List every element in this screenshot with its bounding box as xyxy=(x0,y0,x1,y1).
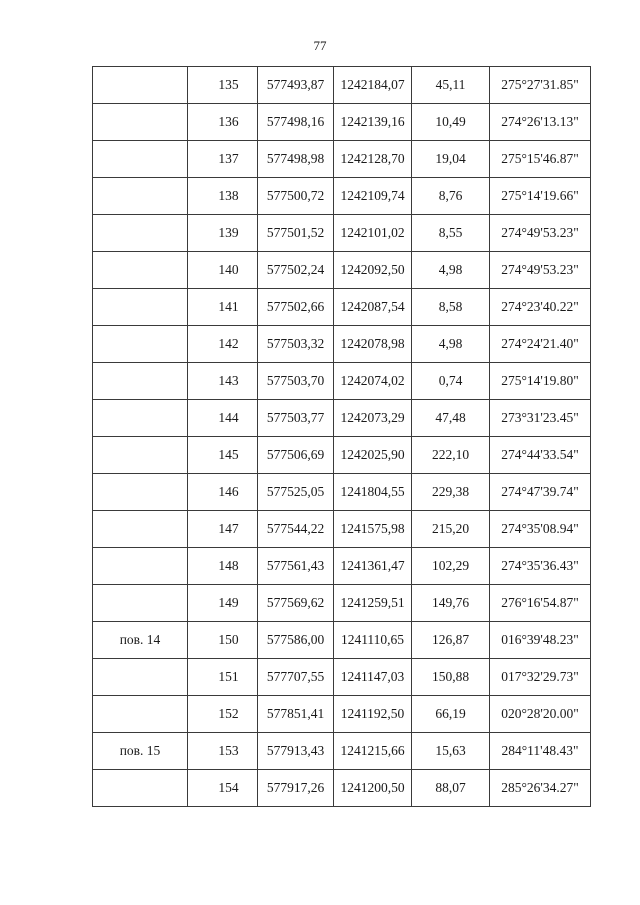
distance-cell-text: 150,88 xyxy=(431,669,470,684)
x-coordinate-cell-text: 577561,43 xyxy=(266,558,325,573)
point-number-cell xyxy=(188,659,258,696)
direction-angle-cell-text: 274°35'08.94" xyxy=(501,521,579,536)
distance-cell xyxy=(412,363,490,400)
direction-angle-cell xyxy=(490,326,591,363)
distance-cell xyxy=(412,770,490,807)
y-coordinate-cell xyxy=(334,178,412,215)
y-coordinate-cell-text: 1242128,70 xyxy=(340,151,405,166)
y-coordinate-cell-text: 1242184,07 xyxy=(340,77,405,92)
distance-cell-text: 45,11 xyxy=(435,77,466,92)
x-coordinate-cell xyxy=(258,548,334,585)
y-coordinate-cell xyxy=(334,104,412,141)
point-number-cell xyxy=(188,585,258,622)
distance-cell xyxy=(412,548,490,585)
table-row xyxy=(93,289,591,326)
point-number-cell-text: 153 xyxy=(218,743,239,758)
direction-angle-cell xyxy=(490,67,591,104)
point-number-cell-text: 143 xyxy=(218,373,239,388)
turn-label-cell-text: пов. 14 xyxy=(119,632,161,647)
x-coordinate-cell xyxy=(258,585,334,622)
x-coordinate-cell xyxy=(258,437,334,474)
direction-angle-cell-text: 276°16'54.87" xyxy=(501,595,579,610)
point-number-cell xyxy=(188,733,258,770)
point-number-cell xyxy=(188,289,258,326)
direction-angle-cell xyxy=(490,215,591,252)
distance-cell-text: 66,19 xyxy=(435,706,466,721)
y-coordinate-cell xyxy=(334,400,412,437)
x-coordinate-cell-text: 577851,41 xyxy=(266,706,325,721)
point-number-cell xyxy=(188,474,258,511)
direction-angle-cell-text: 274°23'40.22" xyxy=(501,299,579,314)
x-coordinate-cell xyxy=(258,770,334,807)
y-coordinate-cell-text: 1241215,66 xyxy=(340,743,405,758)
direction-angle-cell-text: 275°15'46.87" xyxy=(501,151,579,166)
direction-angle-cell-text: 273°31'23.45" xyxy=(501,410,579,425)
distance-cell xyxy=(412,104,490,141)
point-number-cell-text: 137 xyxy=(218,151,239,166)
distance-cell xyxy=(412,733,490,770)
x-coordinate-cell-text: 577707,55 xyxy=(266,669,325,684)
turn-label-cell xyxy=(93,770,188,807)
direction-angle-cell xyxy=(490,178,591,215)
table-row xyxy=(93,511,591,548)
x-coordinate-cell xyxy=(258,252,334,289)
x-coordinate-cell xyxy=(258,622,334,659)
point-number-cell-text: 146 xyxy=(218,484,239,499)
turn-label-cell xyxy=(93,178,188,215)
y-coordinate-cell xyxy=(334,474,412,511)
distance-cell-text: 8,76 xyxy=(438,188,463,203)
table-row xyxy=(93,363,591,400)
turn-label-cell xyxy=(93,437,188,474)
table-row xyxy=(93,474,591,511)
turn-label-cell xyxy=(93,67,188,104)
table-row xyxy=(93,67,591,104)
point-number-cell xyxy=(188,437,258,474)
y-coordinate-cell-text: 1242087,54 xyxy=(340,299,405,314)
x-coordinate-cell-text: 577500,72 xyxy=(266,188,325,203)
x-coordinate-cell-text: 577503,77 xyxy=(266,410,325,425)
distance-cell xyxy=(412,252,490,289)
direction-angle-cell-text: 274°47'39.74" xyxy=(501,484,579,499)
direction-angle-cell xyxy=(490,585,591,622)
point-number-cell-text: 147 xyxy=(218,521,239,536)
y-coordinate-cell xyxy=(334,733,412,770)
x-coordinate-cell-text: 577506,69 xyxy=(266,447,325,462)
distance-cell xyxy=(412,585,490,622)
direction-angle-cell xyxy=(490,141,591,178)
point-number-cell-text: 138 xyxy=(218,188,239,203)
distance-cell-text: 0,74 xyxy=(438,373,463,388)
direction-angle-cell-text: 275°14'19.66" xyxy=(501,188,579,203)
direction-angle-cell xyxy=(490,400,591,437)
distance-cell-text: 8,55 xyxy=(438,225,463,240)
distance-cell-text: 88,07 xyxy=(435,780,466,795)
direction-angle-cell-text: 274°44'33.54" xyxy=(501,447,579,462)
y-coordinate-cell-text: 1241259,51 xyxy=(340,595,405,610)
y-coordinate-cell xyxy=(334,696,412,733)
y-coordinate-cell-text: 1241575,98 xyxy=(340,521,405,536)
distance-cell-text: 15,63 xyxy=(435,743,466,758)
y-coordinate-cell-text: 1242092,50 xyxy=(340,262,405,277)
direction-angle-cell-text: 274°35'36.43" xyxy=(501,558,579,573)
distance-cell xyxy=(412,622,490,659)
table-row xyxy=(93,400,591,437)
x-coordinate-cell-text: 577569,62 xyxy=(266,595,325,610)
table-row xyxy=(93,770,591,807)
point-number-cell xyxy=(188,141,258,178)
point-number-cell xyxy=(188,326,258,363)
table-row xyxy=(93,659,591,696)
point-number-cell xyxy=(188,400,258,437)
point-number-cell xyxy=(188,696,258,733)
point-number-cell xyxy=(188,511,258,548)
distance-cell xyxy=(412,696,490,733)
distance-cell xyxy=(412,474,490,511)
x-coordinate-cell-text: 577503,70 xyxy=(266,373,325,388)
direction-angle-cell-text: 017°32'29.73" xyxy=(501,669,579,684)
turn-label-cell xyxy=(93,104,188,141)
y-coordinate-cell xyxy=(334,363,412,400)
turn-label-cell xyxy=(93,289,188,326)
y-coordinate-cell xyxy=(334,67,412,104)
point-number-cell-text: 148 xyxy=(218,558,239,573)
direction-angle-cell-text: 274°49'53.23" xyxy=(501,262,579,277)
x-coordinate-cell xyxy=(258,659,334,696)
x-coordinate-cell-text: 577502,24 xyxy=(266,262,325,277)
point-number-cell xyxy=(188,252,258,289)
x-coordinate-cell xyxy=(258,326,334,363)
x-coordinate-cell-text: 577913,43 xyxy=(266,743,325,758)
point-number-cell-text: 141 xyxy=(218,299,239,314)
turn-label-cell xyxy=(93,733,188,770)
y-coordinate-cell-text: 1242101,02 xyxy=(340,225,405,240)
x-coordinate-cell xyxy=(258,178,334,215)
point-number-cell xyxy=(188,67,258,104)
distance-cell-text: 47,48 xyxy=(435,410,466,425)
direction-angle-cell xyxy=(490,548,591,585)
table-row xyxy=(93,622,591,659)
table-row xyxy=(93,104,591,141)
direction-angle-cell-text: 274°26'13.13" xyxy=(501,114,579,129)
point-number-cell-text: 144 xyxy=(218,410,239,425)
distance-cell xyxy=(412,141,490,178)
turn-label-cell xyxy=(93,141,188,178)
direction-angle-cell xyxy=(490,733,591,770)
table-row xyxy=(93,585,591,622)
direction-angle-cell xyxy=(490,252,591,289)
x-coordinate-cell xyxy=(258,215,334,252)
distance-cell xyxy=(412,67,490,104)
direction-angle-cell-text: 274°24'21.40" xyxy=(501,336,579,351)
turn-label-cell xyxy=(93,326,188,363)
distance-cell xyxy=(412,437,490,474)
distance-cell-text: 149,76 xyxy=(431,595,470,610)
distance-cell xyxy=(412,400,490,437)
turn-label-cell xyxy=(93,400,188,437)
distance-cell-text: 126,87 xyxy=(431,632,470,647)
direction-angle-cell xyxy=(490,363,591,400)
y-coordinate-cell xyxy=(334,770,412,807)
distance-cell xyxy=(412,215,490,252)
y-coordinate-cell xyxy=(334,437,412,474)
table-row xyxy=(93,437,591,474)
x-coordinate-cell-text: 577586,00 xyxy=(266,632,325,647)
x-coordinate-cell-text: 577493,87 xyxy=(266,77,325,92)
distance-cell-text: 102,29 xyxy=(431,558,470,573)
turn-label-cell xyxy=(93,696,188,733)
turn-label-cell xyxy=(93,659,188,696)
y-coordinate-cell-text: 1242109,74 xyxy=(340,188,405,203)
x-coordinate-cell xyxy=(258,696,334,733)
x-coordinate-cell-text: 577501,52 xyxy=(266,225,325,240)
y-coordinate-cell xyxy=(334,622,412,659)
y-coordinate-cell-text: 1242025,90 xyxy=(340,447,405,462)
table-body xyxy=(93,67,591,807)
table-row xyxy=(93,326,591,363)
y-coordinate-cell xyxy=(334,659,412,696)
table-row xyxy=(93,215,591,252)
direction-angle-cell xyxy=(490,289,591,326)
direction-angle-cell xyxy=(490,659,591,696)
distance-cell-text: 4,98 xyxy=(438,336,463,351)
point-number-cell xyxy=(188,548,258,585)
distance-cell xyxy=(412,659,490,696)
table-row xyxy=(93,696,591,733)
direction-angle-cell-text: 274°49'53.23" xyxy=(501,225,579,240)
x-coordinate-cell-text: 577544,22 xyxy=(266,521,325,536)
coordinates-table xyxy=(92,66,591,807)
x-coordinate-cell-text: 577503,32 xyxy=(266,336,325,351)
point-number-cell xyxy=(188,622,258,659)
direction-angle-cell-text: 275°14'19.80" xyxy=(501,373,579,388)
direction-angle-cell-text: 020°28'20.00" xyxy=(501,706,579,721)
y-coordinate-cell-text: 1241804,55 xyxy=(340,484,405,499)
distance-cell-text: 10,49 xyxy=(435,114,466,129)
point-number-cell-text: 149 xyxy=(218,595,239,610)
y-coordinate-cell xyxy=(334,141,412,178)
point-number-cell xyxy=(188,215,258,252)
distance-cell-text: 229,38 xyxy=(431,484,470,499)
x-coordinate-cell xyxy=(258,474,334,511)
point-number-cell xyxy=(188,178,258,215)
x-coordinate-cell-text: 577917,26 xyxy=(266,780,325,795)
direction-angle-cell-text: 284°11'48.43" xyxy=(501,743,579,758)
table-row xyxy=(93,548,591,585)
distance-cell-text: 222,10 xyxy=(431,447,470,462)
point-number-cell-text: 154 xyxy=(218,780,239,795)
y-coordinate-cell xyxy=(334,548,412,585)
x-coordinate-cell xyxy=(258,733,334,770)
x-coordinate-cell xyxy=(258,400,334,437)
point-number-cell-text: 151 xyxy=(218,669,239,684)
direction-angle-cell xyxy=(490,474,591,511)
table-row xyxy=(93,733,591,770)
y-coordinate-cell-text: 1241110,65 xyxy=(340,632,405,647)
point-number-cell-text: 136 xyxy=(218,114,239,129)
turn-label-cell xyxy=(93,548,188,585)
direction-angle-cell xyxy=(490,437,591,474)
x-coordinate-cell xyxy=(258,511,334,548)
point-number-cell-text: 150 xyxy=(218,632,239,647)
page-number: 77 xyxy=(313,38,327,53)
distance-cell xyxy=(412,178,490,215)
turn-label-cell xyxy=(93,215,188,252)
point-number-cell-text: 142 xyxy=(218,336,239,351)
x-coordinate-cell-text: 577498,16 xyxy=(266,114,325,129)
y-coordinate-cell-text: 1242078,98 xyxy=(340,336,405,351)
y-coordinate-cell-text: 1241200,50 xyxy=(340,780,405,795)
y-coordinate-cell-text: 1241361,47 xyxy=(340,558,405,573)
direction-angle-cell xyxy=(490,511,591,548)
table-row xyxy=(93,141,591,178)
distance-cell-text: 215,20 xyxy=(431,521,470,536)
distance-cell-text: 4,98 xyxy=(438,262,463,277)
point-number-cell-text: 152 xyxy=(218,706,239,721)
turn-label-cell xyxy=(93,363,188,400)
table-row xyxy=(93,252,591,289)
turn-label-cell xyxy=(93,474,188,511)
direction-angle-cell xyxy=(490,104,591,141)
direction-angle-cell-text: 285°26'34.27" xyxy=(501,780,579,795)
point-number-cell-text: 139 xyxy=(218,225,239,240)
turn-label-cell xyxy=(93,622,188,659)
x-coordinate-cell-text: 577502,66 xyxy=(266,299,325,314)
x-coordinate-cell xyxy=(258,67,334,104)
distance-cell-text: 19,04 xyxy=(435,151,466,166)
distance-cell-text: 8,58 xyxy=(438,299,463,314)
direction-angle-cell xyxy=(490,622,591,659)
table-row xyxy=(93,178,591,215)
direction-angle-cell xyxy=(490,770,591,807)
x-coordinate-cell-text: 577498,98 xyxy=(266,151,325,166)
direction-angle-cell-text: 016°39'48.23" xyxy=(501,632,579,647)
y-coordinate-cell-text: 1242139,16 xyxy=(340,114,405,129)
y-coordinate-cell xyxy=(334,289,412,326)
turn-label-cell xyxy=(93,511,188,548)
y-coordinate-cell xyxy=(334,511,412,548)
distance-cell xyxy=(412,326,490,363)
point-number-cell-text: 140 xyxy=(218,262,239,277)
point-number-cell xyxy=(188,770,258,807)
direction-angle-cell xyxy=(490,696,591,733)
y-coordinate-cell-text: 1242074,02 xyxy=(340,373,405,388)
y-coordinate-cell-text: 1241147,03 xyxy=(340,669,405,684)
turn-label-cell xyxy=(93,252,188,289)
y-coordinate-cell xyxy=(334,585,412,622)
x-coordinate-cell xyxy=(258,104,334,141)
distance-cell xyxy=(412,511,490,548)
x-coordinate-cell xyxy=(258,141,334,178)
x-coordinate-cell xyxy=(258,289,334,326)
point-number-cell-text: 135 xyxy=(218,77,239,92)
y-coordinate-cell xyxy=(334,326,412,363)
x-coordinate-cell-text: 577525,05 xyxy=(266,484,325,499)
y-coordinate-cell-text: 1242073,29 xyxy=(340,410,405,425)
direction-angle-cell-text: 275°27'31.85" xyxy=(501,77,579,92)
distance-cell xyxy=(412,289,490,326)
turn-label-cell xyxy=(93,585,188,622)
y-coordinate-cell xyxy=(334,215,412,252)
x-coordinate-cell xyxy=(258,363,334,400)
point-number-cell xyxy=(188,104,258,141)
y-coordinate-cell-text: 1241192,50 xyxy=(340,706,405,721)
point-number-cell xyxy=(188,363,258,400)
y-coordinate-cell xyxy=(334,252,412,289)
point-number-cell-text: 145 xyxy=(218,447,239,462)
turn-label-cell-text: пов. 15 xyxy=(119,743,161,758)
